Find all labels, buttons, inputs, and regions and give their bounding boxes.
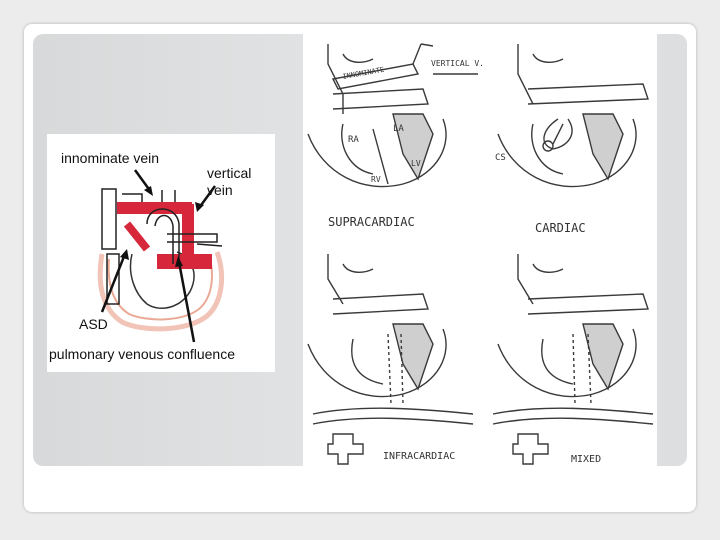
vertical-v-label: VERTICAL V. (431, 59, 484, 68)
cardiac-panel (498, 44, 648, 187)
mixed-caption: MIXED (571, 454, 602, 465)
ra-label: RA (348, 135, 359, 145)
supracardiac-caption: SUPRACARDIAC (328, 215, 415, 229)
vertical-vein-label: vertical vein (207, 165, 252, 198)
asd-label: ASD (79, 316, 108, 332)
cs-label: CS (495, 153, 506, 163)
innominate-vein-label: innominate vein (61, 150, 160, 166)
lv-label: LV (411, 159, 421, 168)
rv-label: RV (371, 175, 381, 184)
la-label: LA (393, 124, 404, 134)
cardiac-caption: CARDIAC (535, 221, 586, 235)
tapvr-types-drawing (303, 34, 657, 466)
tapvr-heart-illustration (47, 134, 275, 372)
infracardiac-caption: INFRACARDIAC (383, 451, 456, 462)
infracardiac-panel (308, 254, 473, 464)
pulmonary-venous-confluence-label: pulmonary venous confluence (49, 346, 236, 362)
tapvr-types-sketch (303, 34, 657, 466)
innominate-label: INNOMINATE (341, 65, 385, 81)
mixed-panel (493, 254, 653, 464)
